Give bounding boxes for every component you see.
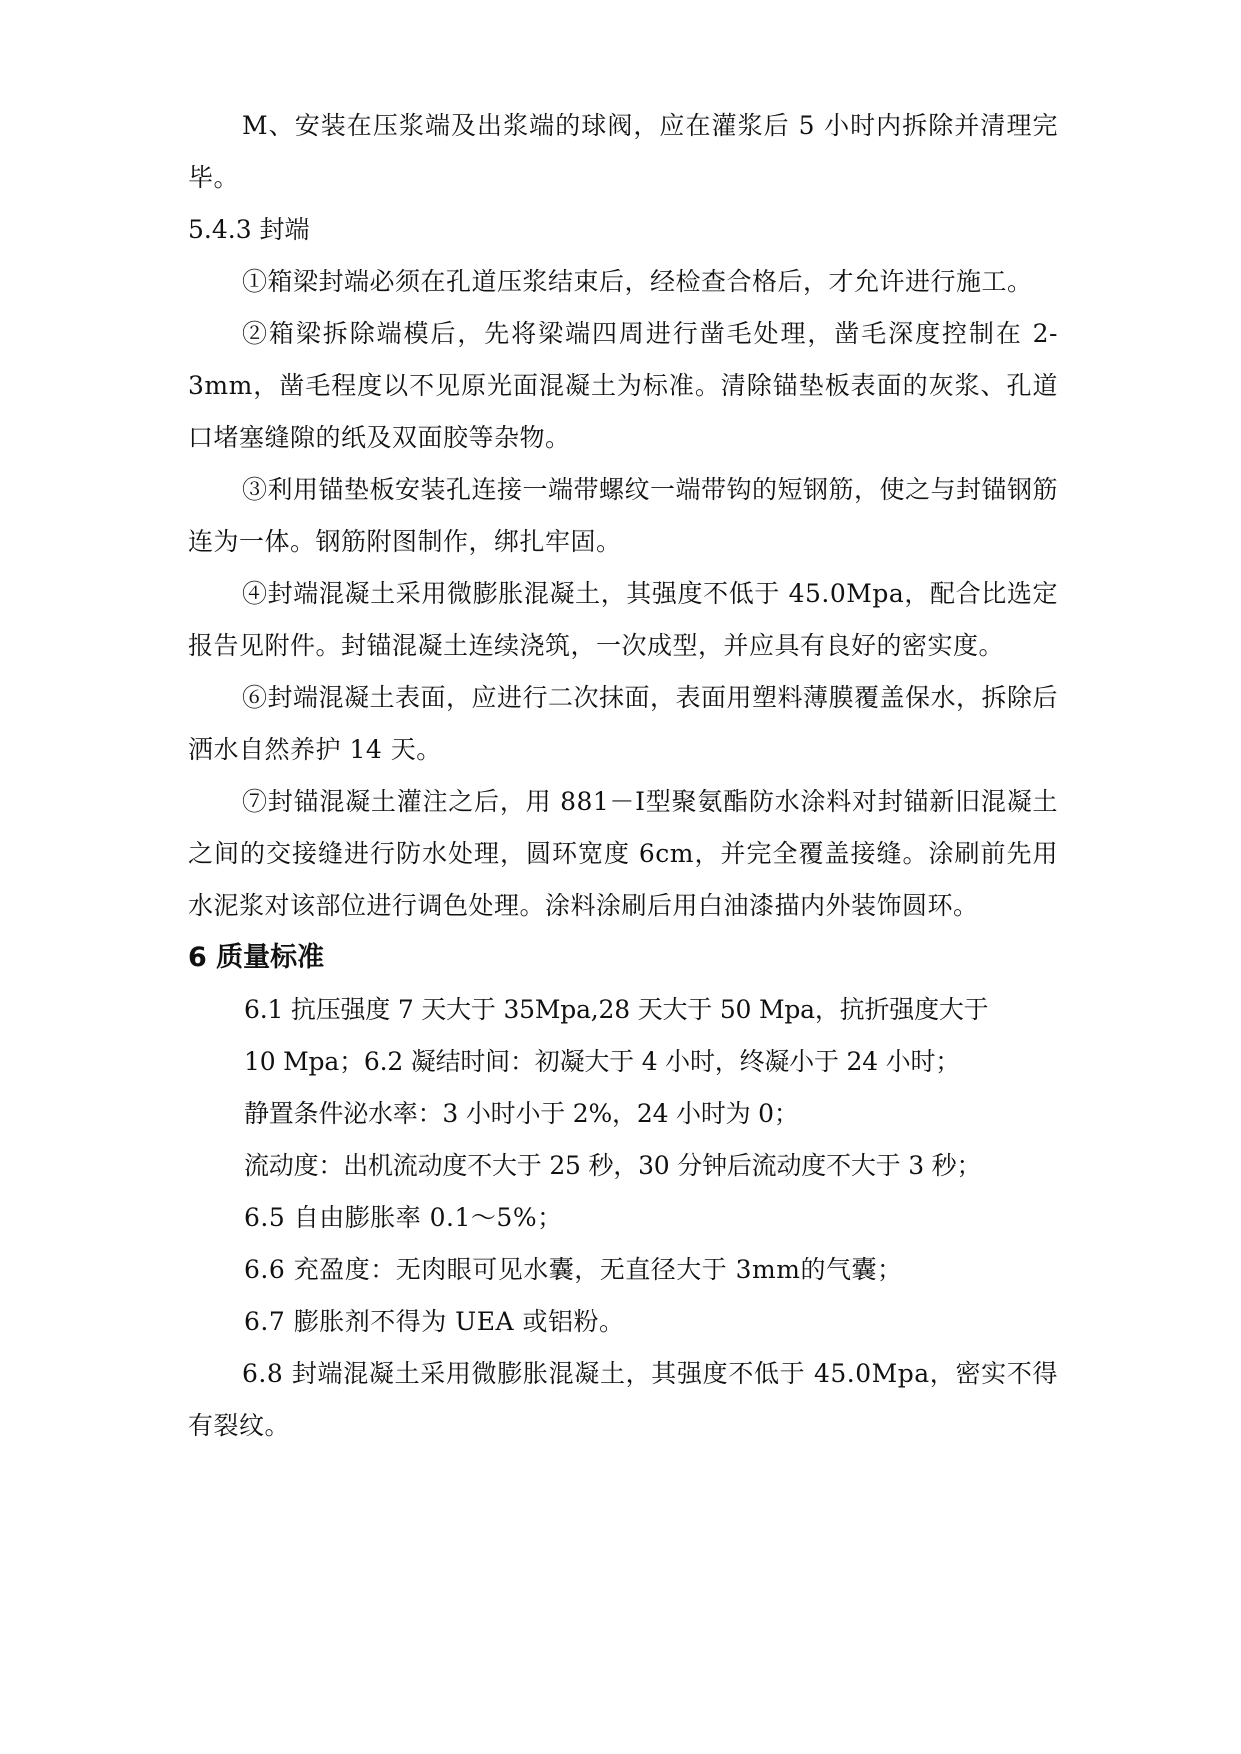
section-5-4-3-heading: 5.4.3 封端 [188, 215, 310, 244]
standard-6-7: 6.7 膨胀剂不得为 UEA 或铝粉。 [244, 1307, 625, 1336]
standard-bleeding: 静置条件泌水率：3 小时小于 2%，24 小时为 0； [244, 1099, 799, 1128]
standard-6-1-line-1: 6.1 抗压强度 7 天大于 35Mpa,28 天大于 50 Mpa，抗折强度大于 [244, 995, 989, 1024]
sealing-item-7: ⑦封锚混凝土灌注之后，用 881－Ⅰ型聚氨酯防水涂料对封锚新旧混凝土之间的交接缝进行防水处理，圆环宽度 6cm，并完全覆盖接缝。涂刷前先用水泥浆对该部位进行调色处理。涂料涂刷后用白油漆描内外装饰圆环。 [188, 787, 1058, 920]
sealing-item-3: ③利用锚垫板安装孔连接一端带螺纹一端带钩的短钢筋，使之与封锚钢筋连为一体。钢筋附图制作，绑扎牢固。 [188, 475, 1059, 556]
section-6-heading: 6 质量标准 [188, 942, 325, 973]
document-body [188, 100, 1058, 1452]
standard-6-8: 6.8 封端混凝土采用微膨胀混凝土，其强度不低于 45.0Mpa，密实不得有裂纹。 [188, 1359, 1058, 1440]
item-m-paragraph: M、安装在压浆端及出浆端的球阀，应在灌浆后 5 小时内拆除并清理完毕。 [188, 111, 1058, 192]
standard-flowability: 流动度：出机流动度不大于 25 秒，30 分钟后流动度不大于 3 秒； [244, 1151, 982, 1180]
sealing-item-6: ⑥封端混凝土表面，应进行二次抹面，表面用塑料薄膜覆盖保水，拆除后洒水自然养护 14 天。 [188, 683, 1059, 764]
standard-6-1-line-2: 10 Mpa；6.2 凝结时间：初凝大于 4 小时，终凝小于 24 小时； [244, 1047, 961, 1076]
sealing-item-2: ②箱梁拆除端模后，先将梁端四周进行凿毛处理，凿毛深度控制在 2-3mm，凿毛程度以不见原光面混凝土为标准。清除锚垫板表面的灰浆、孔道口堵塞缝隙的纸及双面胶等杂物。 [188, 319, 1058, 452]
standard-6-6: 6.6 充盈度：无肉眼可见水囊，无直径大于 3mm的气囊； [244, 1255, 903, 1284]
sealing-item-4: ④封端混凝土采用微膨胀混凝土，其强度不低于 45.0Mpa，配合比选定报告见附件。封锚混凝土连续浇筑，一次成型，并应具有良好的密实度。 [188, 579, 1058, 660]
sealing-item-1: ①箱梁封端必须在孔道压浆结束后，经检查合格后，才允许进行施工。 [242, 267, 1033, 296]
standard-6-5: 6.5 自由膨胀率 0.1～5%； [244, 1203, 563, 1232]
